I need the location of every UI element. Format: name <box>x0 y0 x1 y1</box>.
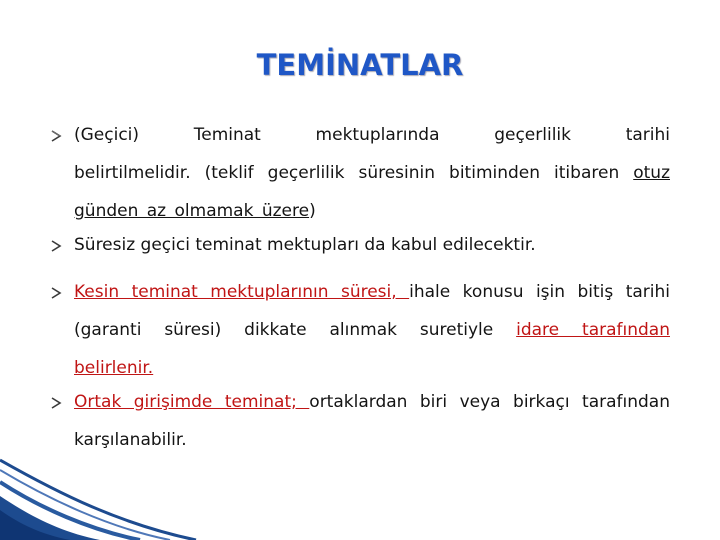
underlined-text: otuz günden az olmamak üzere <box>74 163 670 221</box>
corner-decoration <box>0 450 200 540</box>
bullet-text: Süresiz geçici teminat mektupları da kabul edilecektir. <box>74 235 536 255</box>
emphasis-text: Ortak girişimde teminat; <box>74 392 310 412</box>
bullet-paragraph <box>74 383 670 459</box>
bullet-text: ) <box>309 201 316 221</box>
bullet-text: ihale konusu işin bitiş tarihi (garanti süresi) dikkate alınmak suretiyle <box>74 282 670 340</box>
emphasis-text: idare tarafından belirlenir. <box>74 320 670 378</box>
bullet-paragraph <box>74 116 679 230</box>
bullet-text: ortaklardan biri veya birkaçı tarafından karşılanabilir. <box>74 392 670 450</box>
arrow-bullet-icon <box>50 287 64 301</box>
bullet-paragraph <box>74 226 670 264</box>
arrow-bullet-icon <box>50 397 64 411</box>
arrow-bullet-icon <box>50 240 64 254</box>
arrow-bullet-icon <box>50 130 64 144</box>
emphasis-text: Kesin teminat mektuplarının süresi, <box>74 282 410 302</box>
slide-title: TEMİNATLAR <box>256 48 464 82</box>
bullet-text: (Geçici) Teminat mektuplarında geçerlilik tarihi belirtilmelidir. (teklif geçerlilik süresinin bitiminden itibaren <box>74 125 679 183</box>
bullet-paragraph <box>74 273 670 387</box>
